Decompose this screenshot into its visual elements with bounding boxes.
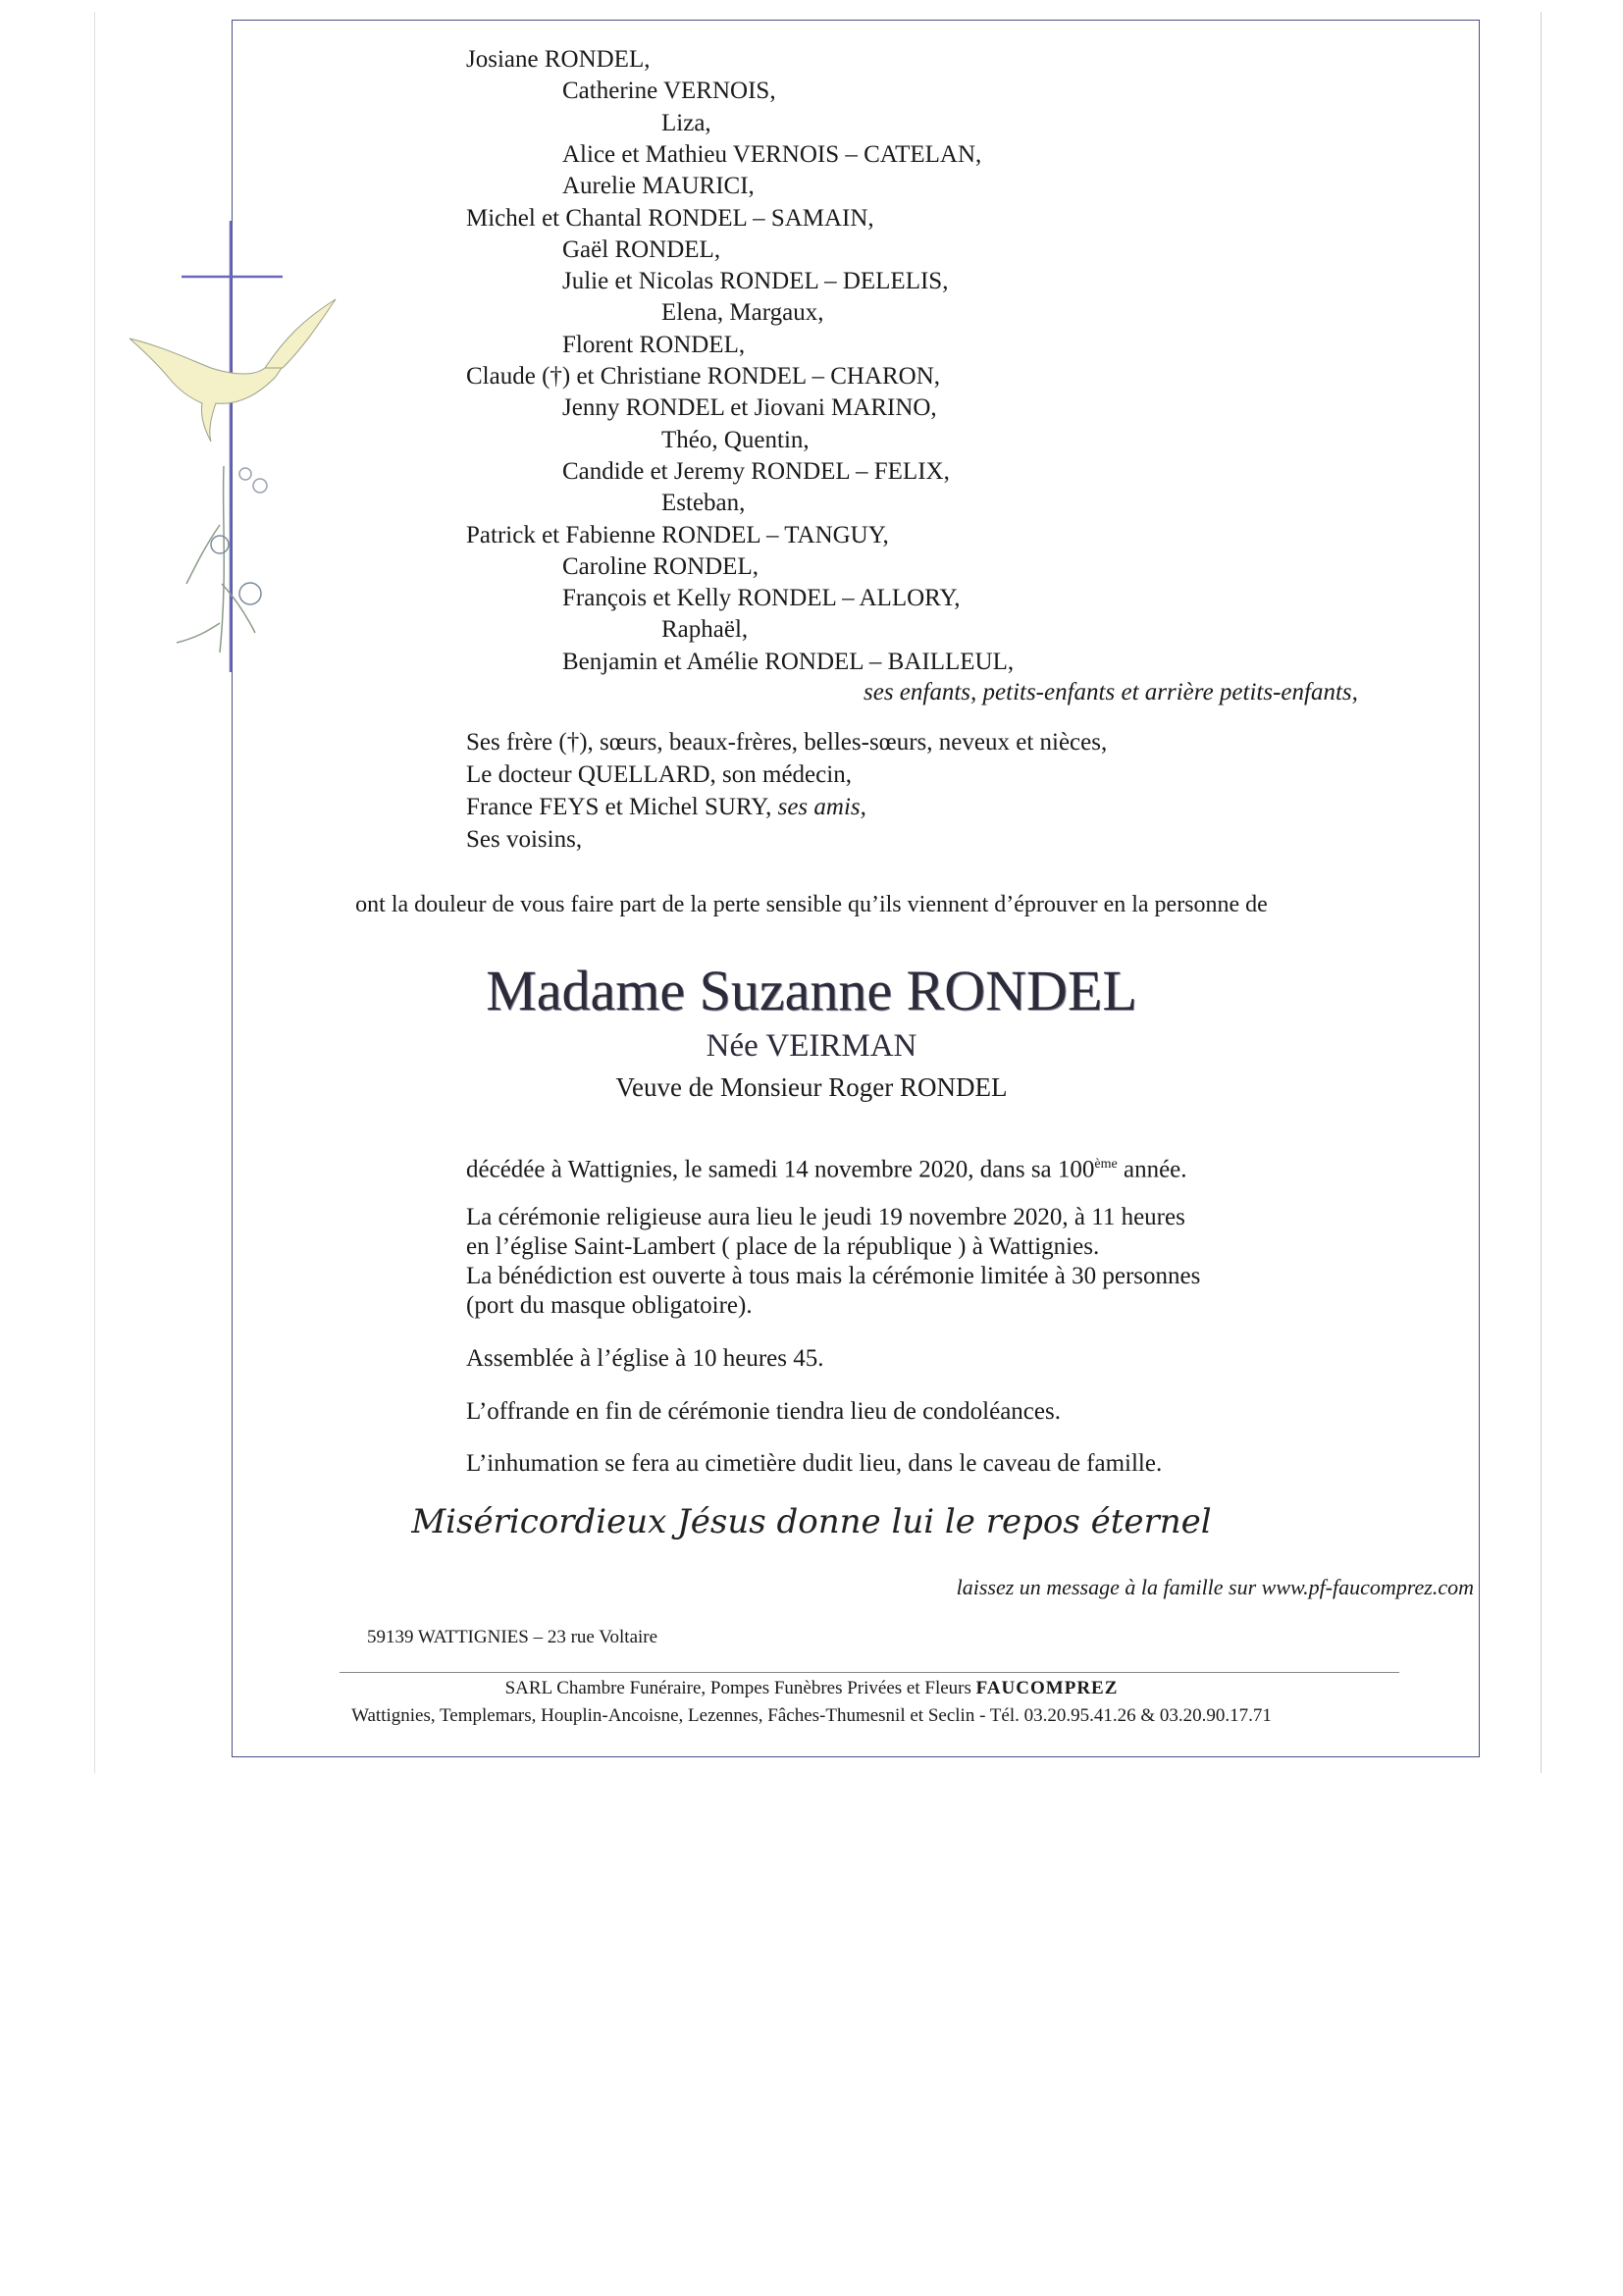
family-member-line: Candide et Jeremy RONDEL – FELIX, xyxy=(562,457,950,485)
company-name: FAUCOMPREZ xyxy=(975,1678,1119,1698)
family-member-line: Claude (†) et Christiane RONDEL – CHARON, xyxy=(466,363,941,390)
deceased-maiden-name: Née VEIRMAN xyxy=(706,1028,917,1064)
family-member-line: Julie et Nicolas RONDEL – DELELIS, xyxy=(562,268,949,295)
ceremony-line: La bénédiction est ouverte à tous mais la cérémonie limitée à 30 personnes xyxy=(466,1263,1201,1289)
footer-towns-phone: Wattignies, Templemars, Houplin-Ancoisne, Lezennes, Fâches-Thumesnil et Seclin - Tél. 03.20.95.41.26 & 03.20.90.17.71 xyxy=(351,1705,1272,1726)
family-member-line: Raphaël, xyxy=(661,616,749,644)
ceremony-line: La cérémonie religieuse aura lieu le jeudi 19 novembre 2020, à 11 heures xyxy=(466,1204,1185,1230)
funeral-home-address: 59139 WATTIGNIES – 23 rue Voltaire xyxy=(367,1627,658,1647)
offering-line: L’offrande en fin de cérémonie tiendra lieu de condoléances. xyxy=(466,1398,1061,1425)
company-description: SARL Chambre Funéraire, Pompes Funèbres Privées et Fleurs xyxy=(504,1678,971,1698)
death-text: décédée à Wattignies, le samedi 14 novembre 2020, dans sa 100 xyxy=(466,1156,1095,1183)
burial-line: L’inhumation se fera au cimetière dudit lieu, dans le caveau de famille. xyxy=(466,1450,1163,1477)
family-member-line: Caroline RONDEL, xyxy=(562,552,759,580)
family-member-line: François et Kelly RONDEL – ALLORY, xyxy=(562,585,961,612)
family-member-line: Benjamin et Amélie RONDEL – BAILLEUL, xyxy=(562,648,1015,675)
family-member-line: Josiane RONDEL, xyxy=(466,46,651,73)
family-member-line: Elena, Margaux, xyxy=(661,299,824,327)
friends-role: ses amis, xyxy=(777,794,866,820)
family-member-line: Liza, xyxy=(661,109,711,136)
dove-icon xyxy=(130,299,336,442)
death-text-end: année. xyxy=(1117,1156,1187,1183)
family-member-line: Catherine VERNOIS, xyxy=(562,78,776,105)
family-caption: ses enfants, petits-enfants et arrière petits-enfants, xyxy=(864,679,1358,705)
family-member-line: Esteban, xyxy=(661,490,746,517)
prayer-line: Miséricordieux Jésus donne lui le repos éternel xyxy=(411,1502,1212,1541)
family-member-line: Michel et Chantal RONDEL – SAMAIN, xyxy=(466,204,874,232)
family-member-line: Gaël RONDEL, xyxy=(562,235,721,263)
footer-company xyxy=(0,1678,1623,1699)
family-member-line: Aurelie MAURICI, xyxy=(562,173,755,200)
death-superscript: ème xyxy=(1094,1157,1118,1172)
neighbours-line: Ses voisins, xyxy=(466,826,583,853)
footer-divider xyxy=(340,1672,1399,1673)
death-line xyxy=(466,1150,1187,1184)
guestbook-message: laissez un message à la famille sur www.pf-faucomprez.com xyxy=(956,1575,1474,1599)
family-member-line: Théo, Quentin, xyxy=(661,426,810,453)
ceremony-line: en l’église Saint-Lambert ( place de la république ) à Wattignies. xyxy=(466,1233,1100,1260)
deceased-widow-of: Veuve de Monsieur Roger RONDEL xyxy=(615,1072,1008,1102)
siblings-line: Ses frère (†), sœurs, beaux-frères, belles-sœurs, neveux et nièces, xyxy=(466,729,1108,756)
flower-stem-icon xyxy=(177,466,267,652)
family-member-line: Jenny RONDEL et Jiovani MARINO, xyxy=(562,394,937,422)
friends-line xyxy=(466,793,866,822)
cross-and-dove-icon xyxy=(118,221,343,672)
ceremony-line: (port du masque obligatoire). xyxy=(466,1292,753,1319)
family-member-line: Florent RONDEL, xyxy=(562,331,746,358)
family-member-line: Patrick et Fabienne RONDEL – TANGUY, xyxy=(466,521,889,548)
intro-line: ont la douleur de vous faire part de la perte sensible qu’ils viennent d’éprouver en la personne de xyxy=(355,892,1268,917)
doctor-line: Le docteur QUELLARD, son médecin, xyxy=(466,761,852,788)
deceased-name: Madame Suzanne RONDEL xyxy=(486,959,1137,1022)
friends-names: France FEYS et Michel SURY, xyxy=(466,794,772,820)
cross-icon xyxy=(182,221,283,672)
family-member-line: Alice et Mathieu VERNOIS – CATELAN, xyxy=(562,140,982,168)
assembly-line: Assemblée à l’église à 10 heures 45. xyxy=(466,1345,824,1372)
